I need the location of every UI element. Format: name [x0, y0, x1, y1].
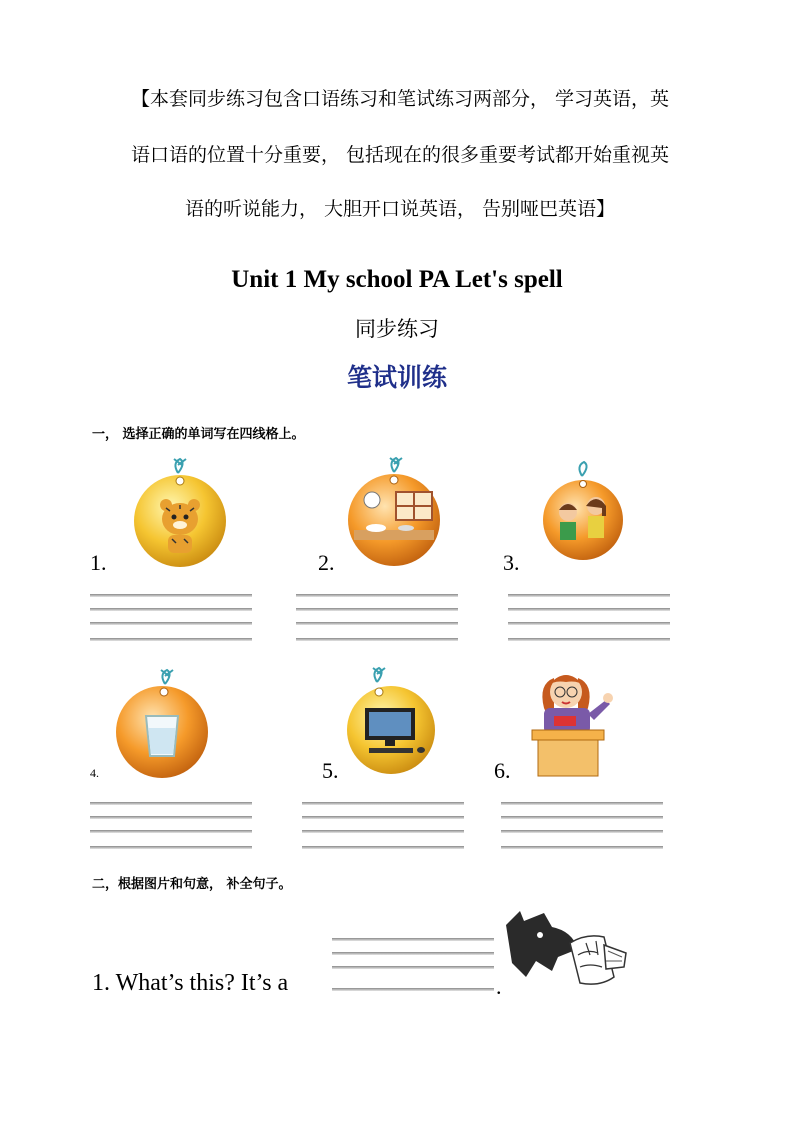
sentence-period: . — [496, 974, 502, 999]
tiger-icon — [130, 455, 230, 573]
writing-lines-4[interactable] — [90, 802, 252, 856]
item-number-6: 6. — [494, 758, 511, 783]
kitchen-icon — [344, 452, 444, 570]
item-number-5: 5. — [322, 758, 339, 783]
writing-lines-2[interactable] — [296, 594, 458, 648]
computer-icon — [343, 664, 439, 778]
item-number-1: 1. — [90, 550, 107, 575]
worksheet-subtitle: 同步练习 — [355, 317, 439, 341]
writing-lines-5[interactable] — [302, 802, 464, 856]
section-title: 笔试训练 — [346, 363, 447, 392]
item-number-3: 3. — [503, 550, 520, 575]
hand-shadow-wolf-icon — [500, 905, 630, 1000]
item-number-4: 4. — [90, 766, 99, 780]
writing-lines-3[interactable] — [508, 594, 670, 648]
teacher-icon — [520, 660, 616, 780]
part2-heading: 二，根据图片和句意， 补全句子。 — [92, 877, 292, 892]
item-number-2: 2. — [318, 550, 335, 575]
sentence-1: 1. What’s this? It’s a — [92, 970, 289, 996]
water-glass-icon — [110, 664, 210, 782]
kids-icon — [540, 460, 626, 564]
intro-line-3: 语的听说能力， 大胆开口说英语， 告别哑巴英语】 — [184, 198, 616, 220]
writing-lines-1[interactable] — [90, 594, 252, 648]
part1-heading: 一， 选择正确的单词写在四线格上。 — [92, 427, 305, 442]
worksheet-title: Unit 1 My school PA Let's spell — [231, 266, 563, 293]
intro-line-2: 语口语的位置十分重要， 包括现在的很多重要考试都开始重视英 — [130, 144, 670, 166]
writing-lines-6[interactable] — [501, 802, 663, 856]
intro-line-1: 【本套同步练习包含口语练习和笔试练习两部分， 学习英语，英 — [130, 88, 670, 110]
answer-writing-lines[interactable] — [332, 938, 494, 992]
